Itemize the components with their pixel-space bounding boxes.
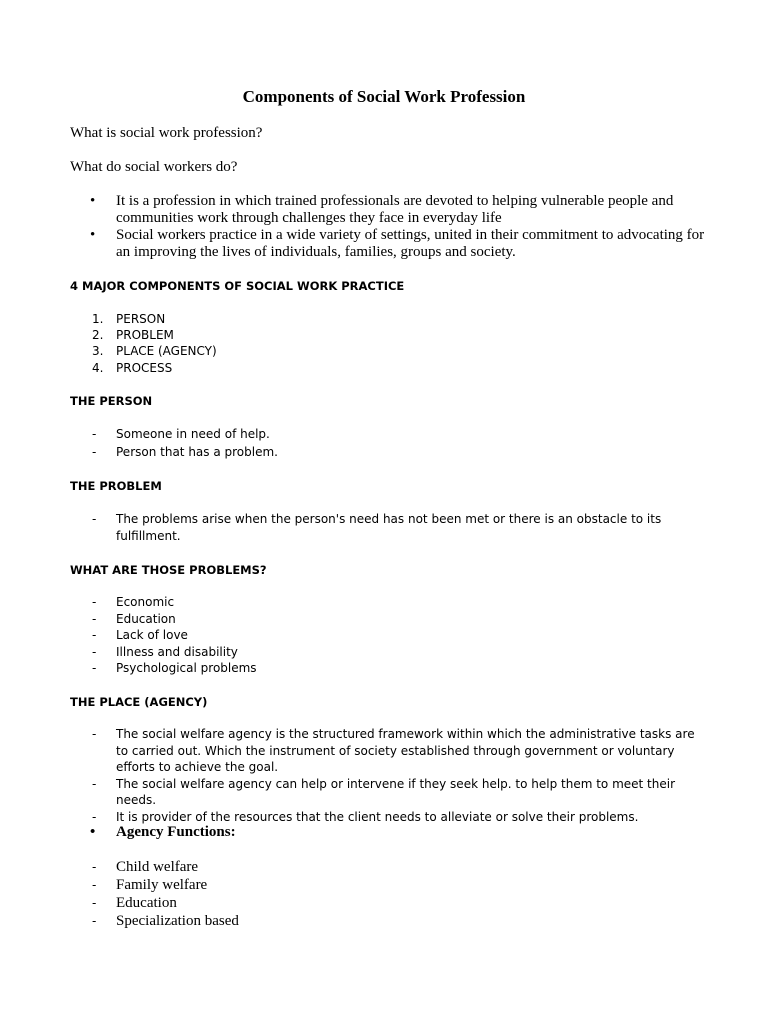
dash-icon: - <box>92 896 97 910</box>
bullet-icon: • <box>90 227 96 243</box>
intro-bullet-text: It is a profession in which trained professionals are devoted to helping vulnerable people and communities work through challenges they face in everyday life <box>116 193 674 226</box>
problem-list <box>70 511 710 544</box>
component-label: PLACE (AGENCY) <box>116 344 217 359</box>
dash-icon: - <box>92 727 97 741</box>
person-heading: THE PERSON <box>70 394 153 408</box>
problem-type: Illness and disability <box>116 644 238 659</box>
list-item <box>70 660 710 677</box>
problem-item: The problems arise when the person's need has not been met or there is an obstacle to its fulfillment. <box>116 512 662 543</box>
list-item <box>70 627 710 644</box>
list-item <box>70 227 710 261</box>
problem-heading: THE PROBLEM <box>70 479 162 493</box>
problem-type: Economic <box>116 595 175 609</box>
person-item: Person that has a problem. <box>116 444 278 459</box>
list-item <box>70 726 710 776</box>
list-item <box>70 343 217 359</box>
dash-icon: - <box>92 427 97 441</box>
intro-bullet-list <box>70 193 710 261</box>
place-heading: THE PLACE (AGENCY) <box>70 695 208 709</box>
agency-functions-label: Agency Functions: <box>116 824 236 840</box>
dash-icon: - <box>92 644 97 659</box>
list-item <box>70 611 710 628</box>
list-item <box>70 360 217 376</box>
dash-icon: - <box>92 878 97 892</box>
dash-icon: - <box>92 860 97 874</box>
list-item <box>70 444 710 461</box>
document-title: Components of Social Work Profession <box>242 87 526 106</box>
list-number: 1. <box>92 312 104 326</box>
place-list <box>70 726 710 825</box>
person-list <box>70 426 710 460</box>
list-item <box>70 193 710 227</box>
problems-list-heading: WHAT ARE THOSE PROBLEMS? <box>70 563 267 577</box>
dash-icon: - <box>92 914 97 928</box>
list-item <box>70 311 217 327</box>
dash-icon: - <box>92 809 97 824</box>
problems-list <box>70 594 710 677</box>
problem-type: Psychological problems <box>116 661 257 675</box>
dash-icon: - <box>92 444 97 459</box>
component-label: PROCESS <box>116 360 173 375</box>
dash-icon: - <box>92 611 97 626</box>
dash-icon: - <box>92 628 97 642</box>
list-item <box>70 426 710 443</box>
components-list <box>70 311 217 376</box>
dash-icon: - <box>92 661 97 675</box>
place-item: The social welfare agency can help or intervene if they seek help. to help them to meet their needs. <box>116 776 676 807</box>
place-item: It is provider of the resources that the client needs to alleviate or solve their problems. <box>116 809 639 824</box>
problem-type: Lack of love <box>116 628 188 642</box>
question-2: What do social workers do? <box>70 159 238 175</box>
person-item: Someone in need of help. <box>116 427 270 441</box>
intro-bullet-text: Social workers practice in a wide variety of settings, united in their commitment to advocating for an improving the lives of individuals, families, groups and society. <box>116 227 705 260</box>
dash-icon: - <box>92 776 97 791</box>
list-item <box>70 858 710 876</box>
list-number: 4. <box>92 360 104 375</box>
list-item <box>70 776 710 809</box>
place-item: The social welfare agency is the structured framework within which the administrative tasks are to carried out. Which the instrument of society established through government or voluntary efforts to achieve the goal. <box>116 727 695 774</box>
list-item <box>70 327 217 343</box>
list-item <box>70 511 710 544</box>
bullet-icon: • <box>90 824 96 840</box>
dash-icon: - <box>92 595 97 609</box>
list-item <box>70 876 710 894</box>
agency-function: Specialization based <box>116 913 239 929</box>
list-number: 3. <box>92 344 104 359</box>
list-item <box>70 809 710 826</box>
dash-icon: - <box>92 512 97 526</box>
agency-function: Education <box>116 895 177 911</box>
major-components-heading: 4 MAJOR COMPONENTS OF SOCIAL WORK PRACTICE <box>70 279 405 293</box>
bullet-icon: • <box>90 193 96 209</box>
component-label: PROBLEM <box>116 328 174 343</box>
agency-function: Child welfare <box>116 859 199 875</box>
agency-functions-list <box>70 858 710 930</box>
component-label: PERSON <box>116 312 166 326</box>
list-item <box>70 894 710 912</box>
list-item <box>70 594 710 611</box>
problem-type: Education <box>116 611 176 626</box>
question-1: What is social work profession? <box>70 125 263 141</box>
list-number: 2. <box>92 328 104 343</box>
list-item <box>70 912 710 930</box>
agency-function: Family welfare <box>116 877 208 893</box>
list-item <box>70 644 710 661</box>
